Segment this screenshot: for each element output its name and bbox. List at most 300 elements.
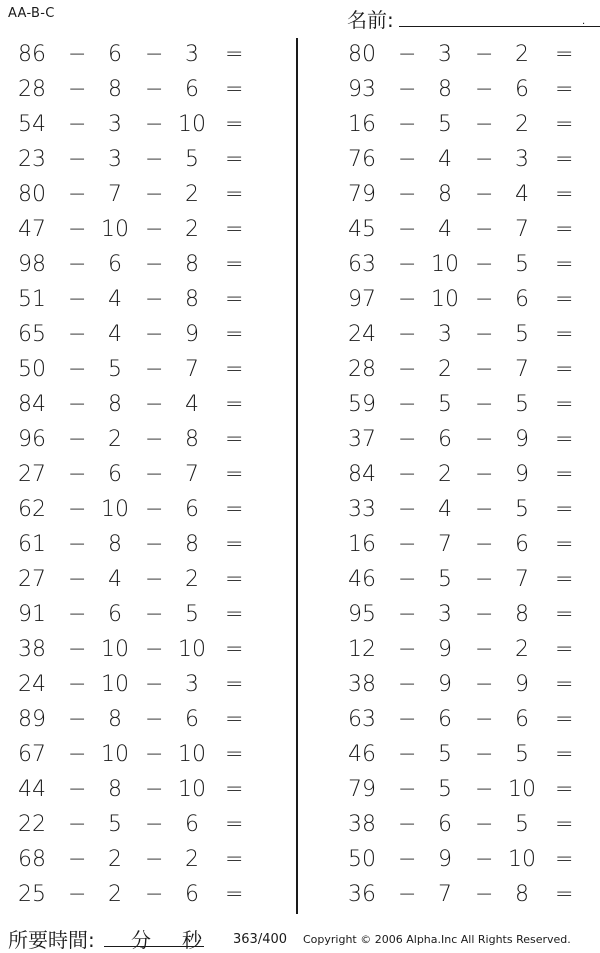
- minus-sign: −: [68, 532, 87, 557]
- problem-row: [0, 808, 290, 843]
- subtrahend-2: 8: [185, 287, 199, 312]
- subtrahend-1: 3: [438, 42, 452, 67]
- problem-row: [330, 703, 600, 738]
- subtrahend-2: 5: [185, 147, 199, 172]
- subtrahend-1: 8: [438, 77, 452, 102]
- subtrahend-1: 4: [438, 147, 452, 172]
- minus-sign: −: [68, 77, 87, 102]
- equals-sign: =: [555, 672, 574, 697]
- minuend: 12: [348, 637, 376, 662]
- minus-sign: −: [398, 637, 417, 662]
- equals-sign: =: [555, 217, 574, 242]
- minus-sign: −: [475, 497, 494, 522]
- minus-sign: −: [475, 357, 494, 382]
- problem-row: [0, 598, 290, 633]
- problem-row: [330, 773, 600, 808]
- subtrahend-1: 6: [438, 427, 452, 452]
- problem-row: [0, 843, 290, 878]
- minus-sign: −: [145, 427, 164, 452]
- minus-sign: −: [398, 812, 417, 837]
- minus-sign: −: [145, 882, 164, 907]
- minuend: 89: [18, 707, 46, 732]
- problem-row: [0, 248, 290, 283]
- subtrahend-2: 5: [185, 602, 199, 627]
- minus-sign: −: [475, 462, 494, 487]
- subtrahend-1: 10: [101, 672, 129, 697]
- minus-sign: −: [68, 672, 87, 697]
- subtrahend-1: 2: [108, 882, 122, 907]
- problem-row: [330, 598, 600, 633]
- subtrahend-1: 5: [438, 777, 452, 802]
- subtrahend-2: 6: [185, 707, 199, 732]
- minus-sign: −: [68, 357, 87, 382]
- subtrahend-1: 9: [438, 847, 452, 872]
- minus-sign: −: [475, 392, 494, 417]
- minuend: 65: [18, 322, 46, 347]
- equals-sign: =: [225, 112, 244, 137]
- subtrahend-2: 4: [185, 392, 199, 417]
- subtrahend-1: 2: [108, 847, 122, 872]
- equals-sign: =: [555, 532, 574, 557]
- minuend: 67: [18, 742, 46, 767]
- problem-row: [0, 213, 290, 248]
- problem-row: [0, 878, 290, 913]
- equals-sign: =: [555, 462, 574, 487]
- minus-sign: −: [475, 637, 494, 662]
- problem-row: [330, 38, 600, 73]
- subtrahend-2: 7: [515, 357, 529, 382]
- subtrahend-1: 8: [108, 532, 122, 557]
- minutes-label: 分: [131, 928, 151, 952]
- copyright-notice: Copyright © 2006 Alpha.Inc All Rights Reserved.: [303, 933, 571, 946]
- time-label: 所要時間:: [8, 928, 95, 952]
- equals-sign: =: [225, 567, 244, 592]
- equals-sign: =: [225, 742, 244, 767]
- minus-sign: −: [475, 812, 494, 837]
- subtrahend-1: 2: [108, 427, 122, 452]
- equals-sign: =: [555, 42, 574, 67]
- problem-row: [0, 633, 290, 668]
- minuend: 80: [348, 42, 376, 67]
- equals-sign: =: [555, 567, 574, 592]
- minus-sign: −: [145, 462, 164, 487]
- minus-sign: −: [68, 497, 87, 522]
- minus-sign: −: [145, 672, 164, 697]
- minus-sign: −: [398, 742, 417, 767]
- minuend: 45: [348, 217, 376, 242]
- problem-row: [330, 633, 600, 668]
- minuend: 63: [348, 707, 376, 732]
- minuend: 86: [18, 42, 46, 67]
- minus-sign: −: [398, 112, 417, 137]
- problem-row: [330, 843, 600, 878]
- subtrahend-2: 9: [185, 322, 199, 347]
- subtrahend-2: 2: [515, 42, 529, 67]
- subtrahend-1: 6: [108, 462, 122, 487]
- minuend: 47: [18, 217, 46, 242]
- problem-row: [0, 73, 290, 108]
- minus-sign: −: [68, 427, 87, 452]
- problem-row: [0, 493, 290, 528]
- minus-sign: −: [398, 532, 417, 557]
- subtrahend-1: 8: [108, 707, 122, 732]
- minus-sign: −: [68, 392, 87, 417]
- minus-sign: −: [68, 707, 87, 732]
- equals-sign: =: [225, 812, 244, 837]
- equals-sign: =: [555, 882, 574, 907]
- minus-sign: −: [68, 147, 87, 172]
- minuend: 38: [348, 812, 376, 837]
- subtrahend-2: 5: [515, 392, 529, 417]
- minuend: 24: [18, 672, 46, 697]
- minus-sign: −: [398, 427, 417, 452]
- problem-row: [0, 738, 290, 773]
- equals-sign: =: [225, 287, 244, 312]
- problem-row: [0, 773, 290, 808]
- minuend: 95: [348, 602, 376, 627]
- subtrahend-2: 6: [185, 882, 199, 907]
- subtrahend-2: 8: [185, 252, 199, 277]
- problem-row: [0, 458, 290, 493]
- minuend: 27: [18, 567, 46, 592]
- equals-sign: =: [555, 357, 574, 382]
- problem-row: [330, 73, 600, 108]
- problem-row: [0, 318, 290, 353]
- minuend: 68: [18, 847, 46, 872]
- subtrahend-1: 5: [108, 357, 122, 382]
- subtrahend-2: 7: [185, 462, 199, 487]
- minus-sign: −: [145, 847, 164, 872]
- equals-sign: =: [225, 532, 244, 557]
- minus-sign: −: [398, 882, 417, 907]
- minus-sign: −: [475, 882, 494, 907]
- subtrahend-1: 6: [108, 42, 122, 67]
- minus-sign: −: [68, 252, 87, 277]
- equals-sign: =: [225, 777, 244, 802]
- subtrahend-2: 6: [515, 77, 529, 102]
- equals-sign: =: [555, 742, 574, 767]
- subtrahend-1: 6: [108, 602, 122, 627]
- minus-sign: −: [398, 287, 417, 312]
- subtrahend-2: 8: [515, 602, 529, 627]
- minus-sign: −: [475, 42, 494, 67]
- subtrahend-2: 10: [178, 637, 206, 662]
- minus-sign: −: [68, 777, 87, 802]
- minuend: 59: [348, 392, 376, 417]
- minus-sign: −: [398, 567, 417, 592]
- minus-sign: −: [145, 182, 164, 207]
- problem-row: [0, 528, 290, 563]
- minus-sign: −: [145, 602, 164, 627]
- equals-sign: =: [555, 112, 574, 137]
- minus-sign: −: [145, 217, 164, 242]
- minus-sign: −: [68, 567, 87, 592]
- minus-sign: −: [398, 707, 417, 732]
- minus-sign: −: [398, 777, 417, 802]
- subtrahend-2: 7: [515, 217, 529, 242]
- subtrahend-2: 6: [185, 812, 199, 837]
- minus-sign: −: [145, 532, 164, 557]
- minus-sign: −: [145, 567, 164, 592]
- minus-sign: −: [68, 882, 87, 907]
- problem-row: [330, 178, 600, 213]
- subtrahend-1: 3: [438, 602, 452, 627]
- minuend: 51: [18, 287, 46, 312]
- minus-sign: −: [475, 532, 494, 557]
- minus-sign: −: [145, 812, 164, 837]
- minuend: 96: [18, 427, 46, 452]
- problem-row: [0, 178, 290, 213]
- subtrahend-1: 10: [431, 252, 459, 277]
- subtrahend-1: 5: [438, 567, 452, 592]
- minus-sign: −: [475, 252, 494, 277]
- minuend: 36: [348, 882, 376, 907]
- problem-row: [0, 143, 290, 178]
- problem-row: [330, 213, 600, 248]
- minus-sign: −: [145, 777, 164, 802]
- equals-sign: =: [225, 217, 244, 242]
- minus-sign: −: [398, 252, 417, 277]
- page-number: 363/400: [233, 932, 288, 947]
- minuend: 79: [348, 777, 376, 802]
- minuend: 63: [348, 252, 376, 277]
- equals-sign: =: [225, 427, 244, 452]
- minus-sign: −: [475, 77, 494, 102]
- equals-sign: =: [225, 77, 244, 102]
- subtrahend-1: 4: [108, 567, 122, 592]
- minuend: 46: [348, 742, 376, 767]
- equals-sign: =: [225, 602, 244, 627]
- minus-sign: −: [68, 287, 87, 312]
- minuend: 46: [348, 567, 376, 592]
- subtrahend-1: 10: [101, 637, 129, 662]
- subtrahend-2: 3: [185, 672, 199, 697]
- equals-sign: =: [555, 77, 574, 102]
- minus-sign: −: [398, 602, 417, 627]
- minus-sign: −: [68, 182, 87, 207]
- subtrahend-2: 6: [515, 532, 529, 557]
- minus-sign: −: [145, 252, 164, 277]
- minus-sign: −: [398, 182, 417, 207]
- subtrahend-1: 5: [438, 112, 452, 137]
- subtrahend-1: 4: [108, 287, 122, 312]
- minus-sign: −: [145, 322, 164, 347]
- subtrahend-1: 7: [108, 182, 122, 207]
- minuend: 37: [348, 427, 376, 452]
- minuend: 98: [18, 252, 46, 277]
- minuend: 38: [18, 637, 46, 662]
- minuend: 25: [18, 882, 46, 907]
- minus-sign: −: [145, 392, 164, 417]
- subtrahend-2: 2: [185, 847, 199, 872]
- equals-sign: =: [555, 147, 574, 172]
- equals-sign: =: [225, 322, 244, 347]
- problem-row: [330, 563, 600, 598]
- minus-sign: −: [398, 672, 417, 697]
- subtrahend-1: 6: [108, 252, 122, 277]
- subtrahend-2: 10: [178, 112, 206, 137]
- equals-sign: =: [555, 812, 574, 837]
- equals-sign: =: [555, 777, 574, 802]
- subtrahend-2: 9: [515, 672, 529, 697]
- subtrahend-2: 2: [185, 182, 199, 207]
- left-problem-column: [0, 38, 290, 913]
- equals-sign: =: [555, 392, 574, 417]
- problem-row: [330, 808, 600, 843]
- minus-sign: −: [68, 847, 87, 872]
- subtrahend-2: 5: [515, 742, 529, 767]
- equals-sign: =: [225, 497, 244, 522]
- equals-sign: =: [555, 497, 574, 522]
- problem-row: [0, 388, 290, 423]
- subtrahend-1: 8: [438, 182, 452, 207]
- subtrahend-2: 3: [515, 147, 529, 172]
- minus-sign: −: [398, 42, 417, 67]
- problem-row: [0, 668, 290, 703]
- subtrahend-1: 4: [108, 322, 122, 347]
- equals-sign: =: [225, 462, 244, 487]
- minuend: 16: [348, 112, 376, 137]
- subtrahend-1: 8: [108, 392, 122, 417]
- right-problem-column: [330, 38, 600, 913]
- minus-sign: −: [398, 217, 417, 242]
- problem-row: [330, 738, 600, 773]
- subtrahend-2: 10: [178, 742, 206, 767]
- subtrahend-1: 2: [438, 357, 452, 382]
- problem-row: [330, 528, 600, 563]
- minus-sign: −: [145, 497, 164, 522]
- equals-sign: =: [555, 707, 574, 732]
- minus-sign: −: [398, 322, 417, 347]
- minus-sign: −: [145, 707, 164, 732]
- subtrahend-2: 2: [515, 637, 529, 662]
- problem-row: [330, 458, 600, 493]
- equals-sign: =: [555, 252, 574, 277]
- minus-sign: −: [398, 462, 417, 487]
- minus-sign: −: [68, 217, 87, 242]
- minuend: 93: [348, 77, 376, 102]
- subtrahend-2: 7: [515, 567, 529, 592]
- minus-sign: −: [68, 112, 87, 137]
- minus-sign: −: [475, 742, 494, 767]
- minus-sign: −: [475, 147, 494, 172]
- minus-sign: −: [398, 847, 417, 872]
- subtrahend-2: 8: [185, 427, 199, 452]
- problem-row: [330, 318, 600, 353]
- minus-sign: −: [475, 672, 494, 697]
- subtrahend-1: 4: [438, 217, 452, 242]
- minuend: 22: [18, 812, 46, 837]
- minus-sign: −: [475, 112, 494, 137]
- subtrahend-2: 8: [185, 532, 199, 557]
- subtrahend-1: 4: [438, 497, 452, 522]
- subtrahend-2: 9: [515, 427, 529, 452]
- minus-sign: −: [475, 322, 494, 347]
- equals-sign: =: [225, 252, 244, 277]
- subtrahend-1: 5: [438, 742, 452, 767]
- subtrahend-1: 9: [438, 637, 452, 662]
- subtrahend-1: 10: [101, 217, 129, 242]
- minus-sign: −: [475, 287, 494, 312]
- problem-row: [330, 388, 600, 423]
- minus-sign: −: [68, 322, 87, 347]
- subtrahend-1: 7: [438, 532, 452, 557]
- name-underline: [399, 26, 600, 27]
- problem-row: [0, 108, 290, 143]
- subtrahend-1: 10: [101, 497, 129, 522]
- minuend: 79: [348, 182, 376, 207]
- subtrahend-2: 10: [508, 777, 536, 802]
- subtrahend-2: 4: [515, 182, 529, 207]
- seconds-label: 秒: [182, 928, 202, 952]
- minuend: 91: [18, 602, 46, 627]
- equals-sign: =: [555, 637, 574, 662]
- problem-row: [330, 283, 600, 318]
- problem-row: [0, 353, 290, 388]
- subtrahend-2: 10: [178, 777, 206, 802]
- minus-sign: −: [68, 42, 87, 67]
- minus-sign: −: [475, 707, 494, 732]
- subtrahend-2: 6: [515, 707, 529, 732]
- minuend: 28: [348, 357, 376, 382]
- minus-sign: −: [145, 637, 164, 662]
- subtrahend-1: 10: [431, 287, 459, 312]
- minuend: 80: [18, 182, 46, 207]
- minuend: 16: [348, 532, 376, 557]
- minus-sign: −: [398, 357, 417, 382]
- equals-sign: =: [225, 182, 244, 207]
- minuend: 23: [18, 147, 46, 172]
- equals-sign: =: [225, 882, 244, 907]
- subtrahend-2: 5: [515, 812, 529, 837]
- minuend: 84: [18, 392, 46, 417]
- subtrahend-1: 8: [108, 777, 122, 802]
- minuend: 50: [348, 847, 376, 872]
- minus-sign: −: [398, 392, 417, 417]
- equals-sign: =: [225, 672, 244, 697]
- minus-sign: −: [145, 357, 164, 382]
- minus-sign: −: [145, 42, 164, 67]
- subtrahend-2: 8: [515, 882, 529, 907]
- equals-sign: =: [225, 357, 244, 382]
- problem-row: [0, 283, 290, 318]
- minus-sign: −: [475, 217, 494, 242]
- problem-row: [330, 668, 600, 703]
- minuend: 54: [18, 112, 46, 137]
- column-divider: [296, 38, 298, 914]
- minuend: 76: [348, 147, 376, 172]
- minuend: 62: [18, 497, 46, 522]
- equals-sign: =: [555, 847, 574, 872]
- minuend: 61: [18, 532, 46, 557]
- minuend: 50: [18, 357, 46, 382]
- subtrahend-2: 6: [515, 287, 529, 312]
- minus-sign: −: [68, 602, 87, 627]
- minuend: 33: [348, 497, 376, 522]
- equals-sign: =: [555, 322, 574, 347]
- minuend: 27: [18, 462, 46, 487]
- subtrahend-2: 9: [515, 462, 529, 487]
- minuend: 97: [348, 287, 376, 312]
- subtrahend-1: 2: [438, 462, 452, 487]
- minus-sign: −: [475, 567, 494, 592]
- equals-sign: =: [225, 392, 244, 417]
- subtrahend-1: 3: [108, 112, 122, 137]
- minus-sign: −: [398, 497, 417, 522]
- subtrahend-1: 3: [108, 147, 122, 172]
- minuend: 24: [348, 322, 376, 347]
- problem-row: [330, 248, 600, 283]
